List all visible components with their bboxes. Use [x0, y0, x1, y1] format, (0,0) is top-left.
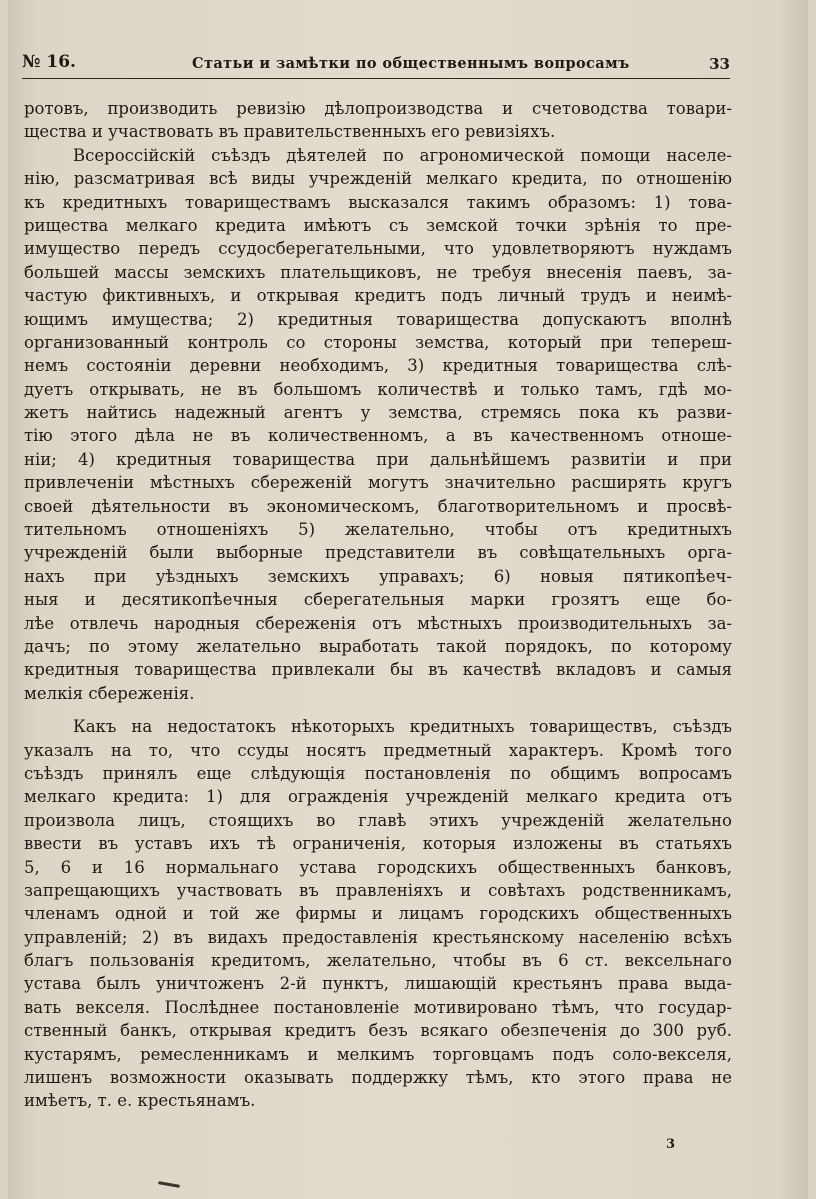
- text-line: имущество передъ ссудосберегательными, что удовлетворяютъ нуждамъ: [24, 239, 732, 259]
- text-line: тительномъ отношеніяхъ 5) желательно, чтобы отъ кредитныхъ: [24, 520, 732, 540]
- text-line: къ кредитныхъ товариществамъ высказался такимъ образомъ: 1) това-: [24, 192, 732, 212]
- text-line: нію, разсматривая всѣ виды учрежденій мелкаго кредита, по отношенію: [24, 169, 732, 189]
- text-line: кустарямъ, ремесленникамъ и мелкимъ торговцамъ подъ соло-векселя,: [24, 1044, 732, 1064]
- text-line: щества и участвовать въ правительственныхъ его ревизіяхъ.: [24, 122, 556, 142]
- text-line: лѣе отвлечь народныя сбереженія отъ мѣстныхъ производительныхъ за-: [24, 613, 732, 633]
- text-line: управленій; 2) въ видахъ предоставленія крестьянскому населенію всѣхъ: [24, 927, 732, 947]
- paragraph: [24, 715, 732, 1113]
- book-page: [8, 0, 808, 1199]
- text-line: организованный контроль со стороны земства, который при тепереш-: [24, 332, 732, 352]
- text-line: указалъ на то, что ссуды носятъ предметный характеръ. Кромѣ того: [24, 740, 732, 760]
- text-line: мелкаго кредита: 1) для огражденія учрежденій мелкаго кредита отъ: [24, 787, 732, 807]
- issue-number: № 16.: [22, 52, 76, 72]
- text-line: произвола лицъ, стоящихъ во главѣ этихъ учрежденій желательно: [24, 810, 732, 830]
- text-line: мелкія сбереженія.: [24, 683, 195, 703]
- text-line: дачъ; по этому желательно выработать такой порядокъ, по которому: [24, 636, 732, 656]
- text-line: ющимъ имущества; 2) кредитныя товарищества допускаютъ вполнѣ: [24, 309, 732, 329]
- text-line: кредитныя товарищества привлекали бы въ качествѣ вкладовъ и самыя: [24, 660, 732, 680]
- text-line: учрежденій были выборные представители въ совѣщательныхъ орга-: [24, 543, 732, 563]
- text-line: ніи; 4) кредитныя товарищества при дальнѣйшемъ развитіи и при: [24, 449, 732, 469]
- text-line: благъ пользованія кредитомъ, желательно, чтобы въ 6 ст. вексельнаго: [24, 951, 732, 971]
- text-line: устава былъ уничтоженъ 2-й пунктъ, лишающій крестьянъ права выда-: [24, 974, 732, 994]
- text-line: ротовъ, производить ревизію дѣлопроизводства и счетоводства товари-: [24, 99, 732, 118]
- section-title: Статьи и замѣтки по общественнымъ вопросамъ: [192, 55, 630, 72]
- page-number: 33: [709, 55, 730, 73]
- text-line: дуетъ открывать, не въ большомъ количествѣ и только тамъ, гдѣ мо-: [24, 379, 732, 399]
- text-line: съѣздъ принялъ еще слѣдующія постановленія по общимъ вопросамъ: [24, 763, 732, 783]
- text-line: Всероссійскій съѣздъ дѣятелей по агрономической помощи населе-: [73, 145, 732, 165]
- text-line: жетъ найтись надежный агентъ у земства, стремясь пока къ разви-: [24, 403, 732, 423]
- text-line: членамъ одной и той же фирмы и лицамъ городскихъ общественныхъ: [24, 904, 732, 924]
- text-line: имѣетъ, т. е. крестьянамъ.: [24, 1091, 256, 1111]
- text-line: рищества мелкаго кредита имѣютъ съ земской точки зрѣнія то пре-: [24, 215, 732, 235]
- text-line: своей дѣятельности въ экономическомъ, благотворительномъ и просвѣ-: [24, 496, 732, 516]
- ink-smudge: [158, 1181, 180, 1188]
- text-line: лишенъ возможности оказывать поддержку тѣмъ, кто этого права не: [24, 1068, 732, 1088]
- text-line: нахъ при уѣздныхъ земскихъ управахъ; 6) новыя пятикопѣеч-: [24, 566, 732, 586]
- running-header: [22, 50, 730, 79]
- text-line: ныя и десятикопѣечныя сберегательныя марки грозятъ еще бо-: [24, 590, 732, 610]
- text-line: 5, 6 и 16 нормальнаго устава городскихъ общественныхъ банковъ,: [24, 857, 732, 877]
- printer-signature-mark: 3: [666, 1137, 676, 1152]
- text-line: тію этого дѣла не въ количественномъ, а въ качественномъ отноше-: [24, 426, 732, 446]
- text-line: большей массы земскихъ плательщиковъ, не требуя внесенія паевъ, за-: [24, 262, 732, 282]
- text-line: частую фиктивныхъ, и открывая кредитъ подъ личный трудъ и неимѣ-: [24, 286, 732, 306]
- text-line: запрещающихъ участвовать въ правленіяхъ и совѣтахъ родственникамъ,: [24, 880, 732, 900]
- paragraph: [24, 97, 732, 144]
- paragraph: [24, 144, 732, 705]
- text-line: Какъ на недостатокъ нѣкоторыхъ кредитныхъ товариществъ, съѣздъ: [73, 717, 732, 737]
- text-line: ственный банкъ, открывая кредитъ безъ всякаго обезпеченія до 300 руб.: [24, 1021, 732, 1041]
- text-line: ввести въ уставъ ихъ тѣ ограниченія, которыя изложены въ статьяхъ: [24, 834, 732, 854]
- text-line: привлеченіи мѣстныхъ сбереженій могутъ значительно расширять кругъ: [24, 473, 732, 493]
- body-text: [24, 97, 732, 1113]
- text-line: немъ состояніи деревни необходимъ, 3) кредитныя товарищества слѣ-: [24, 356, 732, 376]
- text-line: вать векселя. Послѣднее постановленіе мотивировано тѣмъ, что государ-: [24, 997, 732, 1017]
